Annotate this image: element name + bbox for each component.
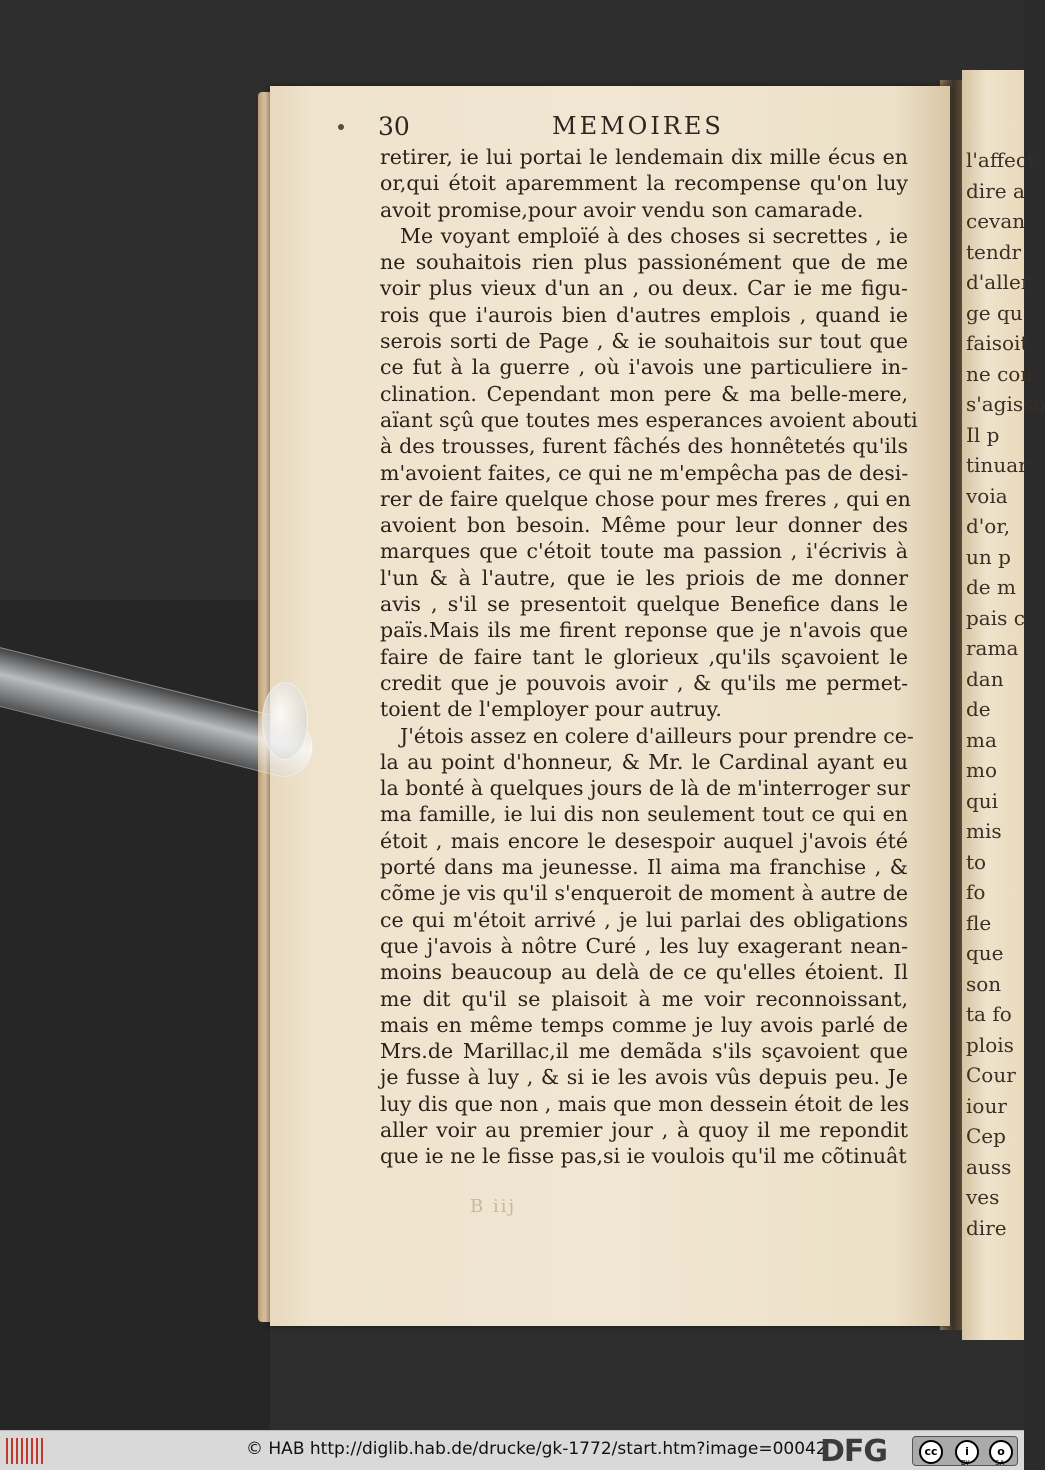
facing-page-text-fragment: iour xyxy=(966,1093,1007,1118)
text-line: mais en même temps comme je luy avois parlé de xyxy=(380,1012,908,1037)
text-line: cõme je vis qu'il s'enqueroit de moment à autre de xyxy=(380,881,908,906)
text-line: me dit qu'il se plaisoit à me voir reconnoissant, xyxy=(380,986,908,1011)
facing-page-text-fragment: fle xyxy=(966,910,992,935)
text-line: rer de faire quelque chose pour mes freres , qui en xyxy=(380,486,911,511)
text-line: marques que c'étoit toute ma passion , i'écrivis à xyxy=(380,539,908,564)
facing-page-text-fragment: qui xyxy=(966,788,999,813)
facing-page-text-fragment: dan xyxy=(966,666,1004,691)
hab-logo-icon[interactable] xyxy=(6,1438,46,1464)
facing-page-text-fragment: plois xyxy=(966,1032,1014,1057)
facing-page-text-fragment: ne con xyxy=(966,361,1034,386)
facing-page-text-fragment: Cep xyxy=(966,1124,1006,1148)
facing-page-text-fragment: ves xyxy=(966,1185,1000,1209)
text-line: avis , s'il se presentoit quelque Benefice dans le xyxy=(380,592,908,617)
facing-page-text-fragment: auss xyxy=(966,1154,1012,1179)
sa-label: SA xyxy=(995,1459,1005,1467)
facing-page-fragment xyxy=(962,70,1045,1340)
facing-page-text-fragment: rama xyxy=(966,636,1019,660)
text-line: ma famille, ie lui dis non seulement tout ce qui en xyxy=(380,802,908,827)
text-line: Mrs.de Marillac,il me demãda s'ils sçavoient que xyxy=(380,1039,908,1064)
facing-page-text-fragment: d'or, xyxy=(966,514,1011,538)
facing-page-text-fragment: de m xyxy=(966,575,1016,599)
sa-icon: o xyxy=(989,1440,1013,1464)
glass-clip-tip xyxy=(262,682,308,760)
facing-page-text-fragment: l'affect xyxy=(966,148,1036,172)
cc-license-badge[interactable] xyxy=(912,1436,1018,1466)
text-line: porté dans ma jeunesse. Il aima ma franchise , & xyxy=(380,855,908,880)
facing-page-text-fragment: to xyxy=(966,849,987,874)
text-line: ne souhaitois rien plus passionément que de me xyxy=(380,250,908,275)
text-line: ce qui m'étoit arrivé , je lui parlai des obligations xyxy=(380,907,908,932)
facing-page-text-fragment: son xyxy=(966,971,1002,996)
facing-page-text-fragment: fo xyxy=(966,880,986,904)
by-label: BY xyxy=(961,1459,970,1467)
text-line: luy dis que non , mais que mon dessein étoit de les xyxy=(380,1091,910,1116)
text-line: or,qui étoit aparemment la recompense qu'on luy xyxy=(380,171,908,196)
text-line: que ie ne le fisse pas,si ie voulois qu'il me cõtinuât xyxy=(380,1144,907,1169)
facing-page-text-fragment: voia xyxy=(966,483,1008,508)
text-line: avoit promise,pour avoir vendu son camarade. xyxy=(380,197,864,222)
facing-page-text-fragment: tinuar xyxy=(966,453,1028,477)
viewer-footer xyxy=(0,1430,1024,1470)
text-line: moins beaucoup au delà de ce qu'elles étoient. Il xyxy=(380,960,908,985)
dfg-logo[interactable]: DFG xyxy=(820,1434,888,1469)
facing-page-text-fragment: pais c xyxy=(966,605,1025,630)
text-line: la bonté à quelques jours de là de m'interroger sur xyxy=(380,776,910,801)
facing-page-text-fragment: ta fo xyxy=(966,1002,1012,1026)
facing-page-text-fragment: Il p xyxy=(966,422,1000,447)
facing-page-text-fragment: de xyxy=(966,697,991,721)
facing-page-text-fragment: dire xyxy=(966,1215,1007,1240)
text-line: l'un & à l'autre, que ie les priois de me donner xyxy=(380,565,908,590)
facing-page-text-fragment: cevan xyxy=(966,209,1026,233)
text-line: serois sorti de Page , & ie souhaitois sur tout que xyxy=(380,329,908,354)
text-line: avoient bon besoin. Même pour leur donner des xyxy=(380,513,908,538)
text-line: aller voir au premier jour , à quoy il me repondit xyxy=(380,1117,908,1142)
facing-page-text-fragment: mo xyxy=(966,758,998,782)
text-line: païs.Mais ils me firent reponse que je n'avois que xyxy=(380,618,908,643)
facing-page-text-fragment: dire a xyxy=(966,178,1025,203)
text-line: la au point d'honneur, & Mr. le Cardinal ayant eu xyxy=(380,749,908,774)
text-line: credit que je pouvois avoir , & qu'ils me permet- xyxy=(380,670,908,695)
text-line: faire de faire tant le glorieux ,qu'ils sçavoient le xyxy=(380,644,908,669)
text-line: toient de l'employer pour autruy. xyxy=(380,697,722,722)
signature-mark: B iij xyxy=(470,1196,517,1217)
source-credit-link[interactable]: © HAB http://diglib.hab.de/drucke/gk-1772/start.htm?image=00042 xyxy=(246,1439,827,1459)
facing-page-text-fragment: Cour xyxy=(966,1063,1016,1087)
running-title: MEMOIRES xyxy=(552,112,724,140)
facing-page-text-fragment: faisoit xyxy=(966,331,1029,355)
facing-page-text-fragment: s'agisso xyxy=(966,392,1045,416)
facing-page-text-fragment: mis xyxy=(966,819,1002,843)
text-line: étoit , mais encore le desespoir auquel j'avois été xyxy=(380,828,908,853)
text-line: que j'avois à nôtre Curé , les luy exagerant nean- xyxy=(380,933,908,958)
facing-page-text-fragment: un p xyxy=(966,544,1011,569)
text-line: voir plus vieux d'un an , ou deux. Car ie me figu- xyxy=(380,276,908,301)
text-line: à des trousses, furent fâchés des honnêtetés qu'ils xyxy=(380,434,908,459)
text-line: aïant sçû que toutes mes esperances avoient abouti xyxy=(380,407,918,432)
text-line: m'avoient faites, ce qui ne m'empêcha pas de desi- xyxy=(380,460,909,485)
by-icon: i xyxy=(955,1440,979,1464)
cc-icon: cc xyxy=(919,1440,943,1464)
facing-page-text-fragment: que xyxy=(966,941,1004,965)
text-line: ce fut à la guerre , où i'avois une particuliere in- xyxy=(380,355,908,380)
page-number: 30 xyxy=(378,112,410,141)
body-text xyxy=(380,144,918,1170)
text-line: J'étois assez en colere d'ailleurs pour prendre ce- xyxy=(400,723,914,748)
facing-page-text-fragment: ge qu xyxy=(966,300,1023,325)
facing-page-text-fragment: d'aller xyxy=(966,270,1031,294)
facing-page-text-fragment: ma xyxy=(966,727,997,752)
ink-dot xyxy=(338,124,344,130)
facing-page-text-fragment: tendr xyxy=(966,239,1022,264)
text-line: je fusse à luy , & si ie les avois vûs depuis peu. Je xyxy=(380,1065,908,1090)
text-line: clination. Cependant mon pere & ma belle-mere, xyxy=(380,381,908,406)
text-line: rois que i'aurois bien d'autres emplois , quand ie xyxy=(380,302,908,327)
text-line: Me voyant emploïé à des choses si secrettes , ie xyxy=(400,223,908,248)
text-line: retirer, ie lui portai le lendemain dix mille écus en xyxy=(380,145,908,169)
